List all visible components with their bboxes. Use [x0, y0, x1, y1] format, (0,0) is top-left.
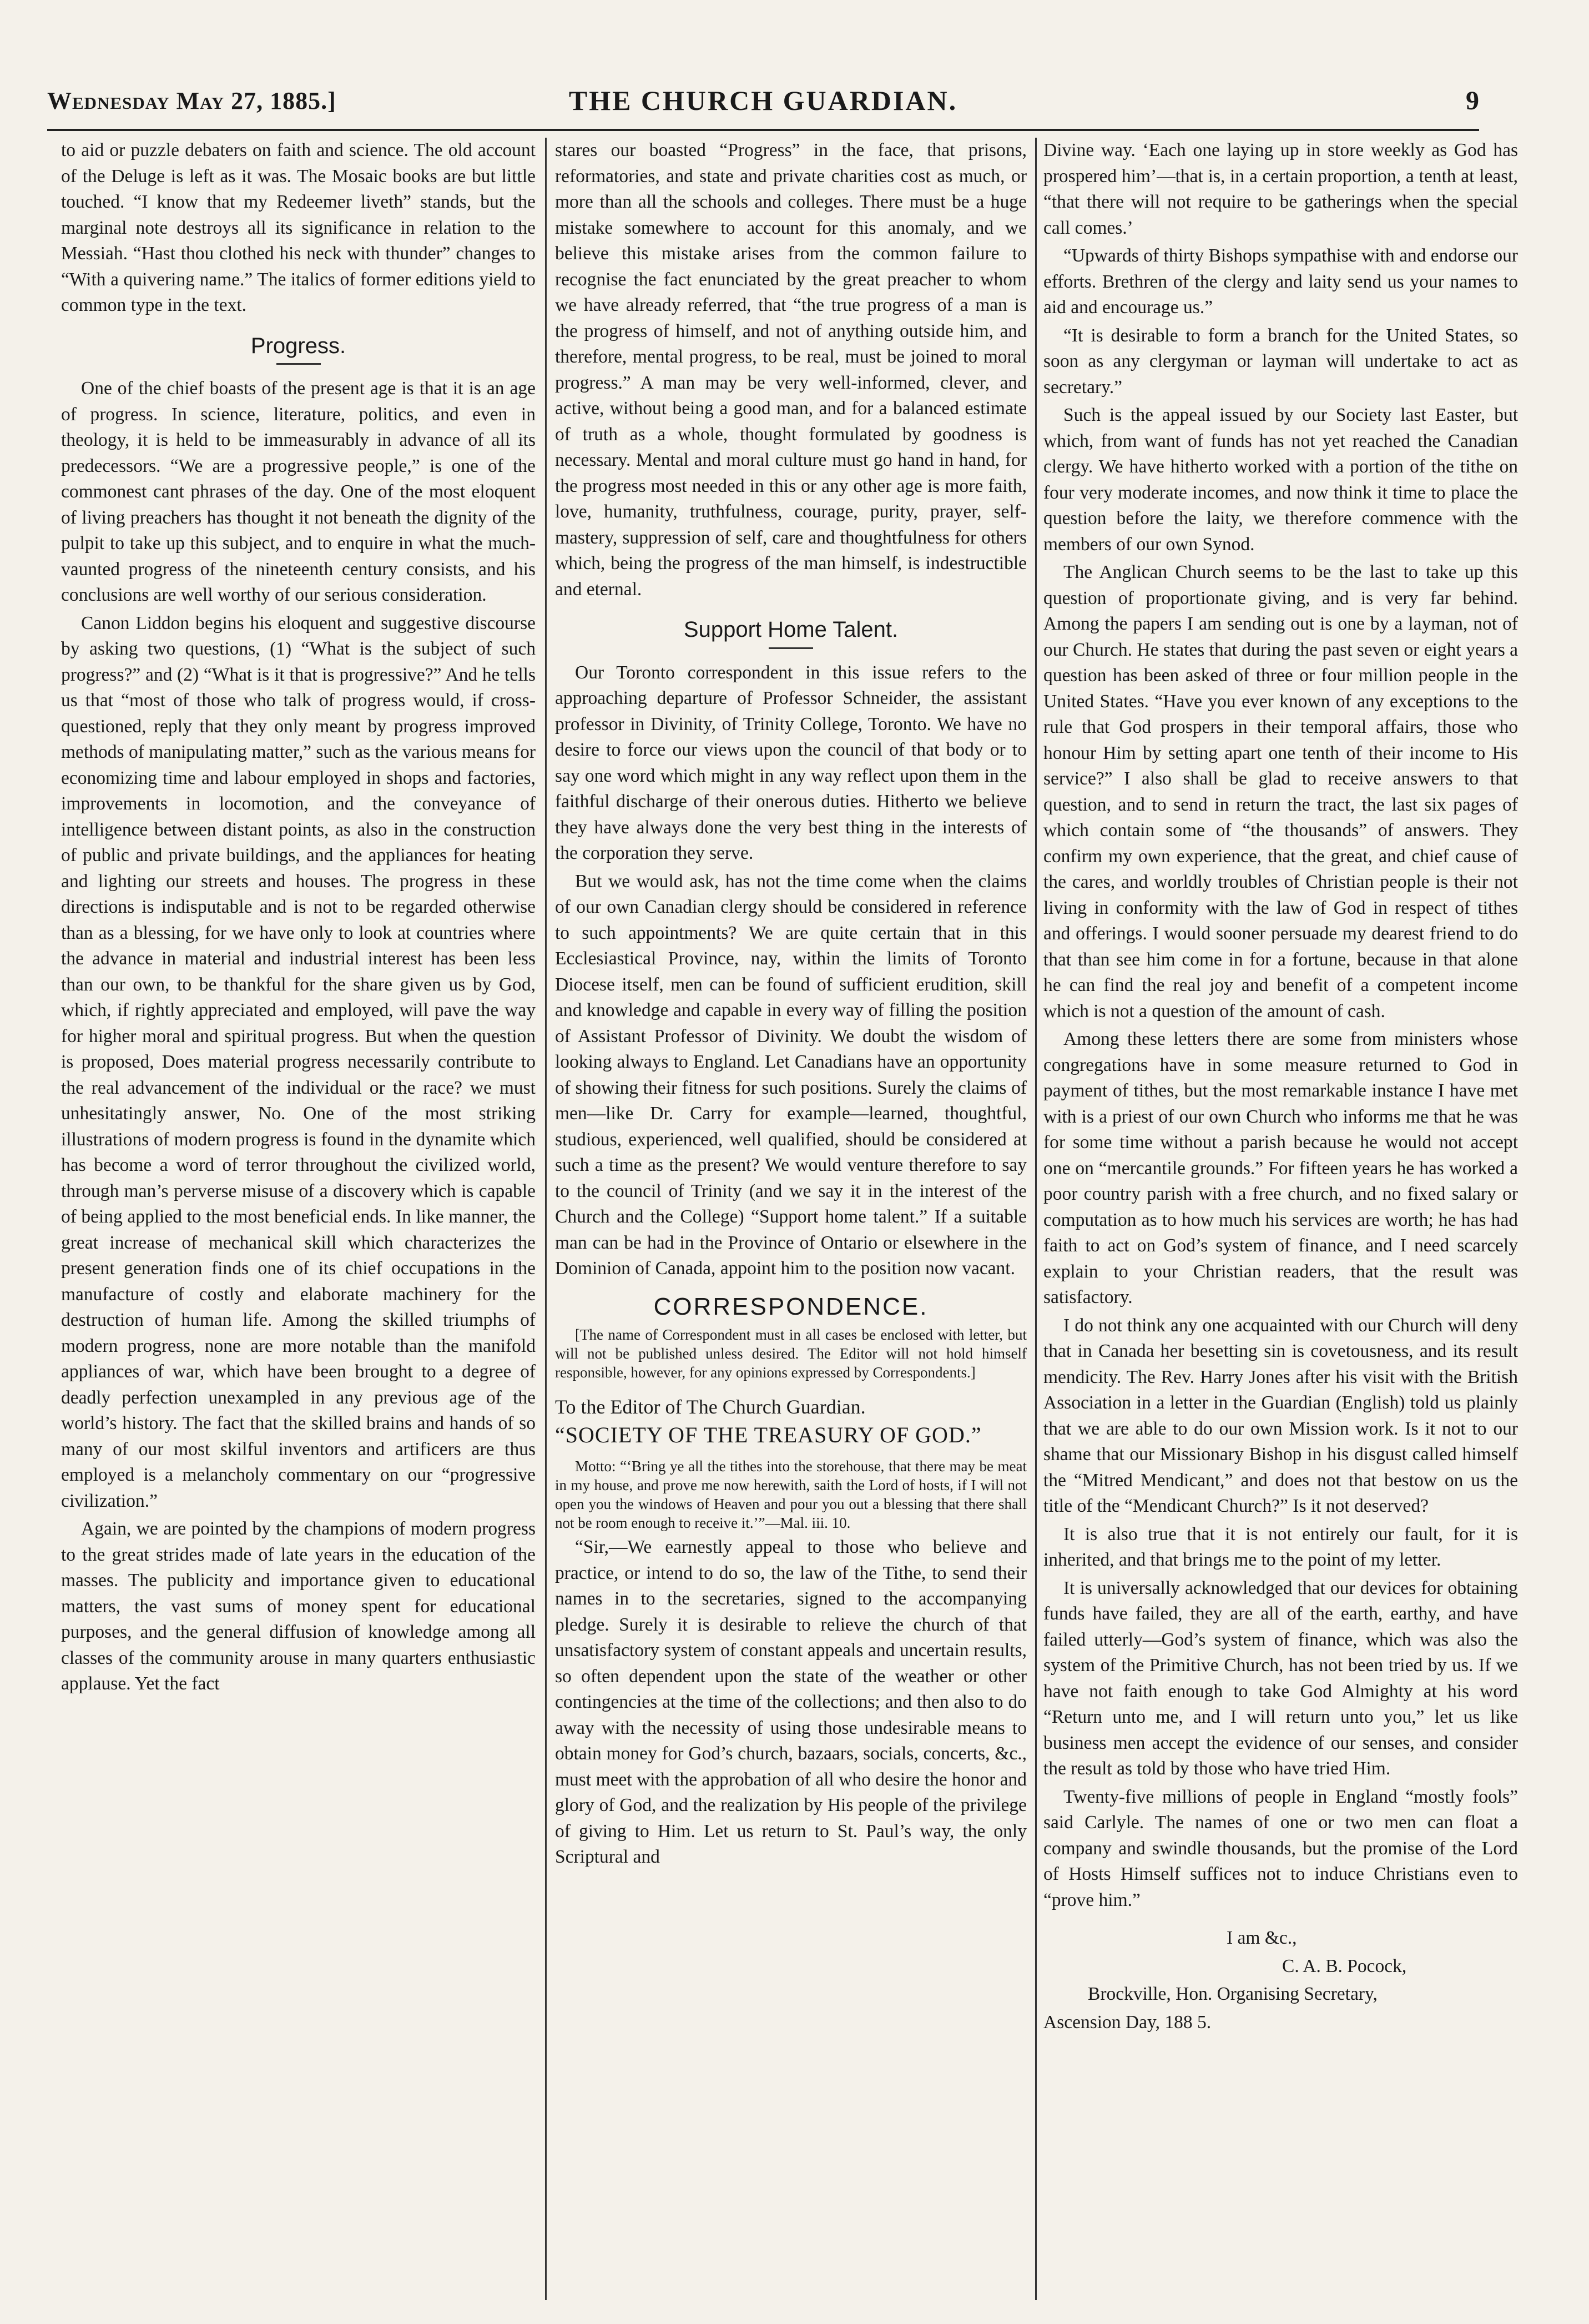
support-paragraph-2: But we would ask, has not the time come when the claims of our own Canadian clergy should be considered in reference to such appointments? We are quite certain that in this Ecclesiastical Province, nay, within the limits of Toronto Diocese itself, men can be found of sufficient erudition, skill and knowledge and capable in every way of filling the position of Assistant Professor of Divinity. We doubt the wisdom of looking always to England. Let Canadians have an opportunity of showing their fitness for such positions. Surely the claims of men—like Dr. Carry for example—learned, thoughtful, studious, experienced, well qualified, should be considered at such a time as the present? We would venture therefore to say to the council of Trinity (and we say it in the interest of the Church and the College) “Support home talent.” If a suitable man can be had in the Province of Ontario or elsewhere in the Dominion of Canada, appoint him to the position now vacant.	[555, 871, 1027, 1279]
support-heading-rule	[769, 647, 813, 649]
letter-paragraph-1: “Sir,—We earnestly appeal to those who believe and practice, or intend to do so, the law of the Tithe, to send their names in to the secretaries, signed to the accompanying pledge. Surely it is desirable to relieve the church of that unsatisfactory system of constant appeals and uncertain results, so often dependent upon the state of the weather or other contingencies at the time of the collections; and then also to do away with the necessity of using those undesirable means to obtain money for God’s church, bazaars, socials, concerts, &c., must meet with the approbation of all who desire the honor and glory of God, and the realization by His people of the privilege of giving to Him. Let us return to St. Paul’s way, the only Scriptural and	[555, 1537, 1027, 1867]
letter-paragraph-7: I do not think any one acquainted with our Church will deny that in Canada her besetting sin is covetousness, and its result mendicity. The Rev. Harry Jones after his visit with the British Association in a letter in the Guardian (English) told us plainly that we are able to do our own Mission work. Is it not to our shame that our Missionary Bishop in his disgust called himself the “Mitred Mendicant,” and does not that bestow on us the title of the “Mendicant Church?” Is it not deserved?	[1043, 1315, 1518, 1516]
letter-paragraph-10: Twenty-five millions of people in England “mostly fools” said Carlyle. The names of one or two men can float a company and swindle thousands, but the promise of the Lord of Hosts Himself suffices not to induce Christians even to “prove him.”	[1043, 1786, 1518, 1910]
progress-paragraph-continued: stares our boasted “Progress” in the face, that prisons, reformatories, and state and private charities cost as much, or more than all the schools and colleges. There must be a huge mistake somewhere to account for this anomaly, and we believe this mistake arises from the common failure to recognise the fact enunciated by the great preacher to whom we have already referred, that “the true progress of a man is the progress of himself, and not of anything outside him, and therefore, mental progress, to be real, must be joined to moral progress.” A man may be very well-informed, clever, and active, without being a good man, and for a balanced estimate of truth as a whole, thought formulated by goodness is necessary. Mental and moral culture must go hand in hand, for the progress most needed in this or any other age is more faith, love, humanity, truthfulness, courage, purity, prayer, self-mastery, suppression of self, care and thoughtfulness for others which, being the progress of the man himself, is indestructible and eternal.	[555, 140, 1027, 600]
signature-place-title: Brockville, Hon. Organising Secretary,	[1088, 1984, 1378, 2004]
progress-heading: Progress.	[250, 333, 346, 358]
support-paragraph-1: Our Toronto correspondent in this issue refers to the approaching departure of Professor Schneider, the assistant professor in Divinity, of Trinity College, Toronto. We have no desire to force our views upon the council of that body or to say one word which might in any way reflect upon them in the faithful discharge of their onerous duties. Hitherto we believe they have always done the very best thing in the interests of the corporation they serve.	[555, 662, 1027, 863]
letter-paragraph-9: It is universally acknowledged that our devices for obtaining funds have failed, they are all of the earth, earthy, and have failed utterly—God’s system of finance, which was also the system of the Primitive Church, has not been tried by us. If we have not faith enough to take God Almighty at his word “Return unto me, and I will return unto you,” let us like business men accept the evidence of our senses, and consider the result as told by those who have tried Him.	[1043, 1577, 1518, 1779]
letter-paragraph-8: It is also true that it is not entirely our fault, for it is inherited, and that brings me to the point of my letter.	[1043, 1523, 1518, 1570]
letter-paragraph-3: “It is desirable to form a branch for the United States, so soon as any clergyman or layman will undertake to act as secretary.”	[1043, 325, 1518, 398]
page-header	[47, 82, 1479, 121]
signature-name: C. A. B. Pocock,	[1282, 1955, 1407, 1976]
letter-paragraph-2: “Upwards of thirty Bishops sympathise with and endorse our efforts. Brethren of the clergy and laity send us your names to aid and encourage us.”	[1043, 245, 1518, 318]
progress-paragraph-2: Canon Liddon begins his eloquent and suggestive discourse by asking two questions, (1) “What is the subject of such progress?” and (2) “What is it that is progressive?” And he tells us that “most of those who talk of progress would, if cross-questioned, reply that they only meant by progress improved methods of manipulating matter,” such as the various means for economizing time and labour employed in shops and factories, improvements in locomotion, and the conveyance of intelligence between distant points, as also in the construction of public and private buildings, and the appliances for heating and lighting our streets and houses. The progress in these directions is indisputable and is not to be regarded otherwise than as a blessing, for we have only to look at countries where the advance in material and industrial interest has been less than our own, to be thankful for the share given us by God, which, if rightly appreciated and employed, will pave the way for higher moral and spiritual progress. But when the question is proposed, Does material progress necessarily contribute to the real advancement of the individual or the race? we must unhesitatingly answer, No. One of the most striking illustrations of modern progress is found in the dynamite which has become a word of terror throughout the civilized world, through man’s perverse misuse of a discovery which is capable of being applied to the most beneficial ends. In like manner, the great increase of mechanical skill which characterizes the present generation finds one of its chief occupations in the manufacture of costly and elaborate machinery for the destruction of human life. Among the skilled triumphs of modern progress, none are more notable than the manifold appliances of war, which have been brought to a degree of deadly perfection unexampled in any previous age of the world’s history. The fact that the skilled brains and hands of so many of our most skilful inventors and artificers are thus employed is a melancholy commentary on our “progressive civilization.”	[61, 612, 536, 1511]
signature-date: Ascension Day, 188 5.	[1043, 2011, 1212, 2033]
column-2	[555, 138, 1027, 2303]
editor-address: To the Editor of The Church Guardian.	[555, 1396, 866, 1418]
progress-heading-rule	[276, 363, 321, 365]
progress-paragraph-1: One of the chief boasts of the present age is that it is an age of progress. In science, literature, politics, and even in theology, it is held to be immeasurably in advance of all its predecessors. “We are a progressive people,” is one of the commonest cant phrases of the day. One of the most eloquent of living preachers has thought it not beneath the dignity of the pulpit to take up this subject, and to enquire in what the much-vaunted progress of the nineteenth century consists, and his conclusions are well worthy of our serious consideration.	[61, 378, 536, 605]
letter-paragraph-6: Among these letters there are some from ministers whose congregations have in some measure returned to God in payment of tithes, but the most remarkable instance I have met with is a priest of our own Church who informs me that he was for some time without a parish because he would not accept one on “mercantile grounds.” For fifteen years he has worked a poor country parish with a free church, and no fixed salary or computation as to how much his services are worth; he has had faith to act on God’s system of finance, and I need scarcely explain to your Christian readers, that the result was satisfactory.	[1043, 1029, 1518, 1307]
revised-bible-paragraph: to aid or puzzle debaters on faith and science. The old account of the Deluge is left as it was. The Mosaic books are but little touched. “I know that my Redeemer liveth” stands, but the marginal note destroys all its significance in relation to the Messiah. “Hast thou clothed his neck with thunder” changes to “With a quivering name.” The italics of former editions yield to common type in the text.	[61, 140, 536, 315]
column-3	[1043, 138, 1518, 2303]
correspondence-notice: [The name of Correspondent must in all cases be enclosed with letter, but will not be published unless desired. The Editor will not hold himself responsible, however, for any opinions expressed by Correspondents.]	[555, 1326, 1027, 1381]
letter-paragraph-5: The Anglican Church seems to be the last to take up this question of proportionate giving, and is very far behind. Among the papers I am sending out is one by a layman, not of our Church. He states that during the past seven or eight years a question has been asked of three or four million people in the United States. “Have you ever known of any exceptions to the rule that God prospers in their temporal affairs, those who honour Him by setting apart one tenth of their income to His service?” I also shall be glad to receive answers to that question, and to send in return the tract, the last six pages of which contain some of “the thousands” of answers. They confirm my own experience, that the great, and chief cause of the cares, and worldly troubles of Christian people is their not living in conformity with the law of God in respect of tithes and offerings. I would sooner persuade my dearest friend to do that than see him come in for a fortune, because in that alone he can find the real joy and benefit of a competent income which is not a question of the amount of cash.	[1043, 562, 1518, 1022]
support-home-talent-heading: Support Home Talent.	[683, 617, 899, 642]
letter-paragraph-continued: Divine way. ‘Each one laying up in store weekly as God has prospered him’—that is, in a certain proportion, a tenth at least, “that there will not require to be gatherings when the special call comes.’	[1043, 140, 1518, 238]
newspaper-title: THE CHURCH GUARDIAN.	[568, 85, 958, 116]
column-divider-2	[1035, 138, 1037, 2300]
page-number: 9	[1466, 86, 1479, 115]
column-divider-1	[545, 138, 547, 2300]
progress-paragraph-3: Again, we are pointed by the champions of modern progress to the great strides made of late years in the education of the masses. The publicity and importance given to educational matters, the vast sums of money spent for educational purposes, and the general diffusion of knowledge among all classes of the community arouse in many quarters enthusiastic applause. Yet the fact	[61, 1518, 536, 1694]
header-rule	[47, 129, 1479, 131]
motto: Motto: “‘Bring ye all the tithes into the storehouse, that there may be meat in my house, and prove me now herewith, saith the Lord of hosts, if I will not open you the windows of Heaven and pour you out a blessing that there shall not be room enough to receive it.’”—Mal. iii. 10.	[555, 1458, 1027, 1531]
correspondence-heading: CORRESPONDENCE.	[653, 1292, 929, 1320]
issue-date: Wednesday May 27, 1885.]	[47, 87, 336, 114]
signature-closing: I am &c.,	[1227, 1928, 1297, 1948]
letter-paragraph-4: Such is the appeal issued by our Society last Easter, but which, from want of funds has not yet reached the Canadian clergy. We have hitherto worked with a portion of the tithe on four very moderate incomes, and now think it time to place the question before the laity, we therefore commence with the members of our own Synod.	[1043, 405, 1518, 555]
column-1	[61, 138, 536, 2303]
society-heading: “SOCIETY OF THE TREASURY OF GOD.”	[555, 1422, 982, 1447]
